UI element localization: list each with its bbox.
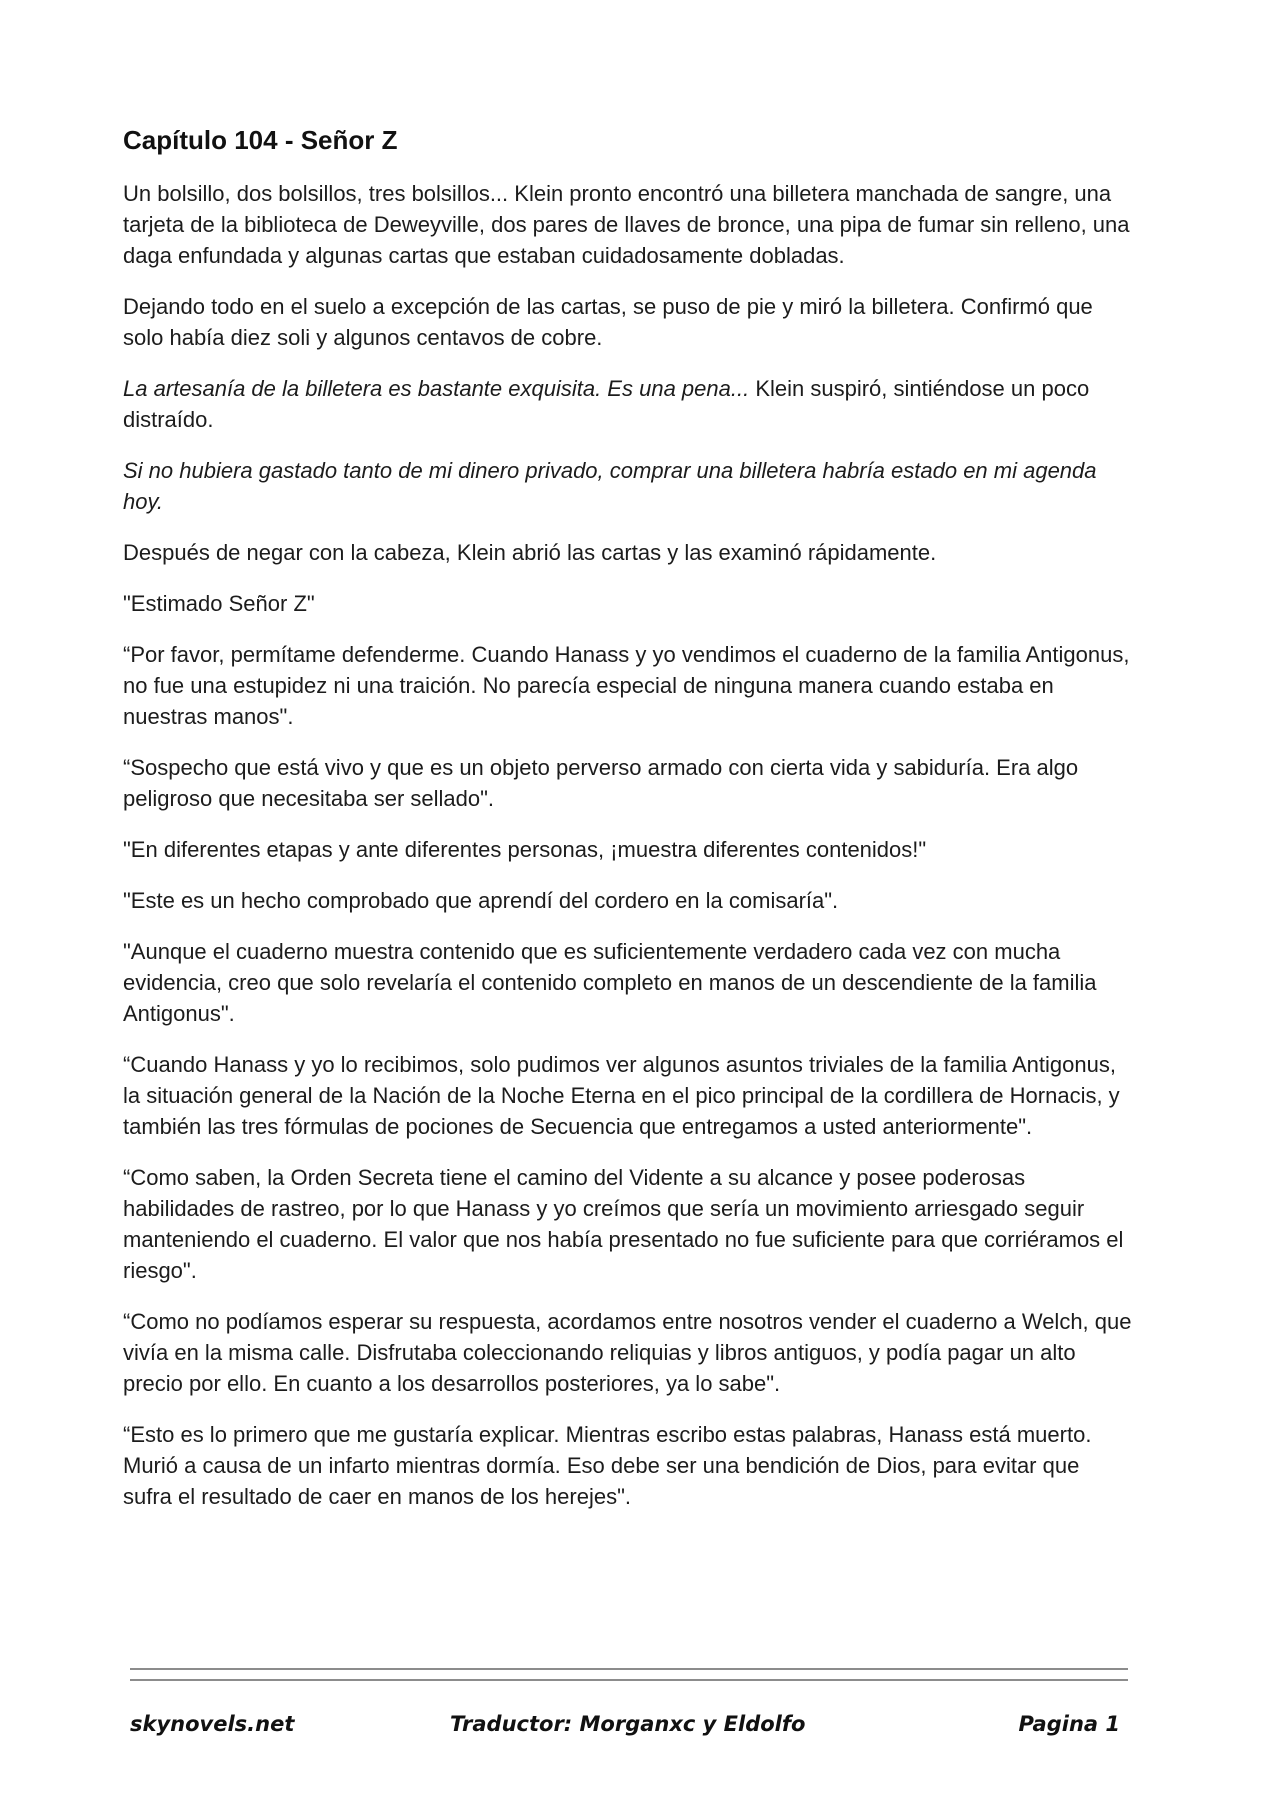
text-segment: "Estimado Señor Z": [123, 591, 315, 616]
text-segment: “Por favor, permítame defenderme. Cuando Hanass y yo vendimos el cuaderno de la familia Antigonus, no fue una estupidez ni una traición. No parecía especial de ninguna manera cuando estaba en nuestras manos".: [123, 642, 1130, 729]
paragraph: [123, 752, 1133, 814]
text-segment: “Como saben, la Orden Secreta tiene el camino del Vidente a su alcance y posee poderosas habilidades de rastreo, por lo que Hanass y yo creímos que sería un movimiento arriesgado seguir manteniendo el cuaderno. El valor que nos había presentado no fue suficiente para que corriéramos el riesgo".: [123, 1165, 1124, 1283]
paragraph: [123, 373, 1133, 435]
paragraph: [123, 1419, 1133, 1512]
footer-rule-bottom: [130, 1679, 1128, 1681]
paragraph: [123, 834, 1133, 865]
text-segment: Dejando todo en el suelo a excepción de las cartas, se puso de pie y miró la billetera. Confirmó que solo había diez soli y algunos centavos de cobre.: [123, 294, 1093, 350]
text-segment: “Esto es lo primero que me gustaría explicar. Mientras escribo estas palabras, Hanass está muerto. Murió a causa de un infarto mientras dormía. Eso debe ser una bendición de Dios, para evitar que sufra el resultado de caer en manos de los herejes".: [123, 1422, 1092, 1509]
paragraph: [123, 455, 1133, 517]
paragraph: [123, 936, 1133, 1029]
footer-translator: Traductor: Morganxc y Eldolfo: [450, 1712, 806, 1736]
paragraph: [123, 1162, 1133, 1286]
text-segment: “Sospecho que está vivo y que es un objeto perverso armado con cierta vida y sabiduría. Era algo peligroso que necesitaba ser sellado".: [123, 755, 1079, 811]
paragraph: [123, 588, 1133, 619]
paragraph: [123, 885, 1133, 916]
footer-divider: [130, 1668, 1128, 1690]
chapter-body: [123, 178, 1133, 1512]
text-segment: Después de negar con la cabeza, Klein abrió las cartas y las examinó rápidamente.: [123, 540, 937, 565]
text-segment: “Cuando Hanass y yo lo recibimos, solo pudimos ver algunos asuntos triviales de la familia Antigonus, la situación general de la Nación de la Noche Eterna en el pico principal de la cordillera de Hornacis, y también las tres fórmulas de pociones de Secuencia que entregamos a usted anteriormente".: [123, 1052, 1120, 1139]
document-page: [123, 120, 1133, 1532]
footer-site: skynovels.net: [130, 1712, 295, 1736]
paragraph: [123, 178, 1133, 271]
chapter-title: Capítulo 104 - Señor Z: [123, 125, 398, 155]
text-segment: “Como no podíamos esperar su respuesta, acordamos entre nosotros vender el cuaderno a Welch, que vivía en la misma calle. Disfrutaba coleccionando reliquias y libros antiguos, y podía pagar un alto precio por ello. En cuanto a los desarrollos posteriores, ya lo sabe".: [123, 1309, 1132, 1396]
paragraph: [123, 639, 1133, 732]
footer-rule-top: [130, 1668, 1128, 1670]
text-segment: "En diferentes etapas y ante diferentes personas, ¡muestra diferentes contenidos!": [123, 837, 927, 862]
paragraph: [123, 1049, 1133, 1142]
italic-segment: Si no hubiera gastado tanto de mi dinero privado, comprar una billetera habría estado en mi agenda hoy.: [123, 458, 1097, 514]
italic-segment: La artesanía de la billetera es bastante exquisita. Es una pena...: [123, 376, 750, 401]
paragraph: [123, 291, 1133, 353]
text-segment: "Aunque el cuaderno muestra contenido que es suficientemente verdadero cada vez con mucha evidencia, creo que solo revelaría el contenido completo en manos de un descendiente de la familia Antigonus".: [123, 939, 1097, 1026]
footer-page-number: Pagina 1: [1018, 1712, 1120, 1736]
text-segment: Un bolsillo, dos bolsillos, tres bolsillos... Klein pronto encontró una billetera manchada de sangre, una tarjeta de la biblioteca de Deweyville, dos pares de llaves de bronce, una pipa de fumar sin relleno, una daga enfundada y algunas cartas que estaban cuidadosamente dobladas.: [123, 181, 1130, 268]
text-segment: Klein suspiró, sintiéndose un poco distraído.: [123, 376, 1090, 432]
page-footer: [130, 1712, 1120, 1752]
paragraph: [123, 1306, 1133, 1399]
paragraph: [123, 537, 1133, 568]
text-segment: "Este es un hecho comprobado que aprendí del cordero en la comisaría".: [123, 888, 839, 913]
